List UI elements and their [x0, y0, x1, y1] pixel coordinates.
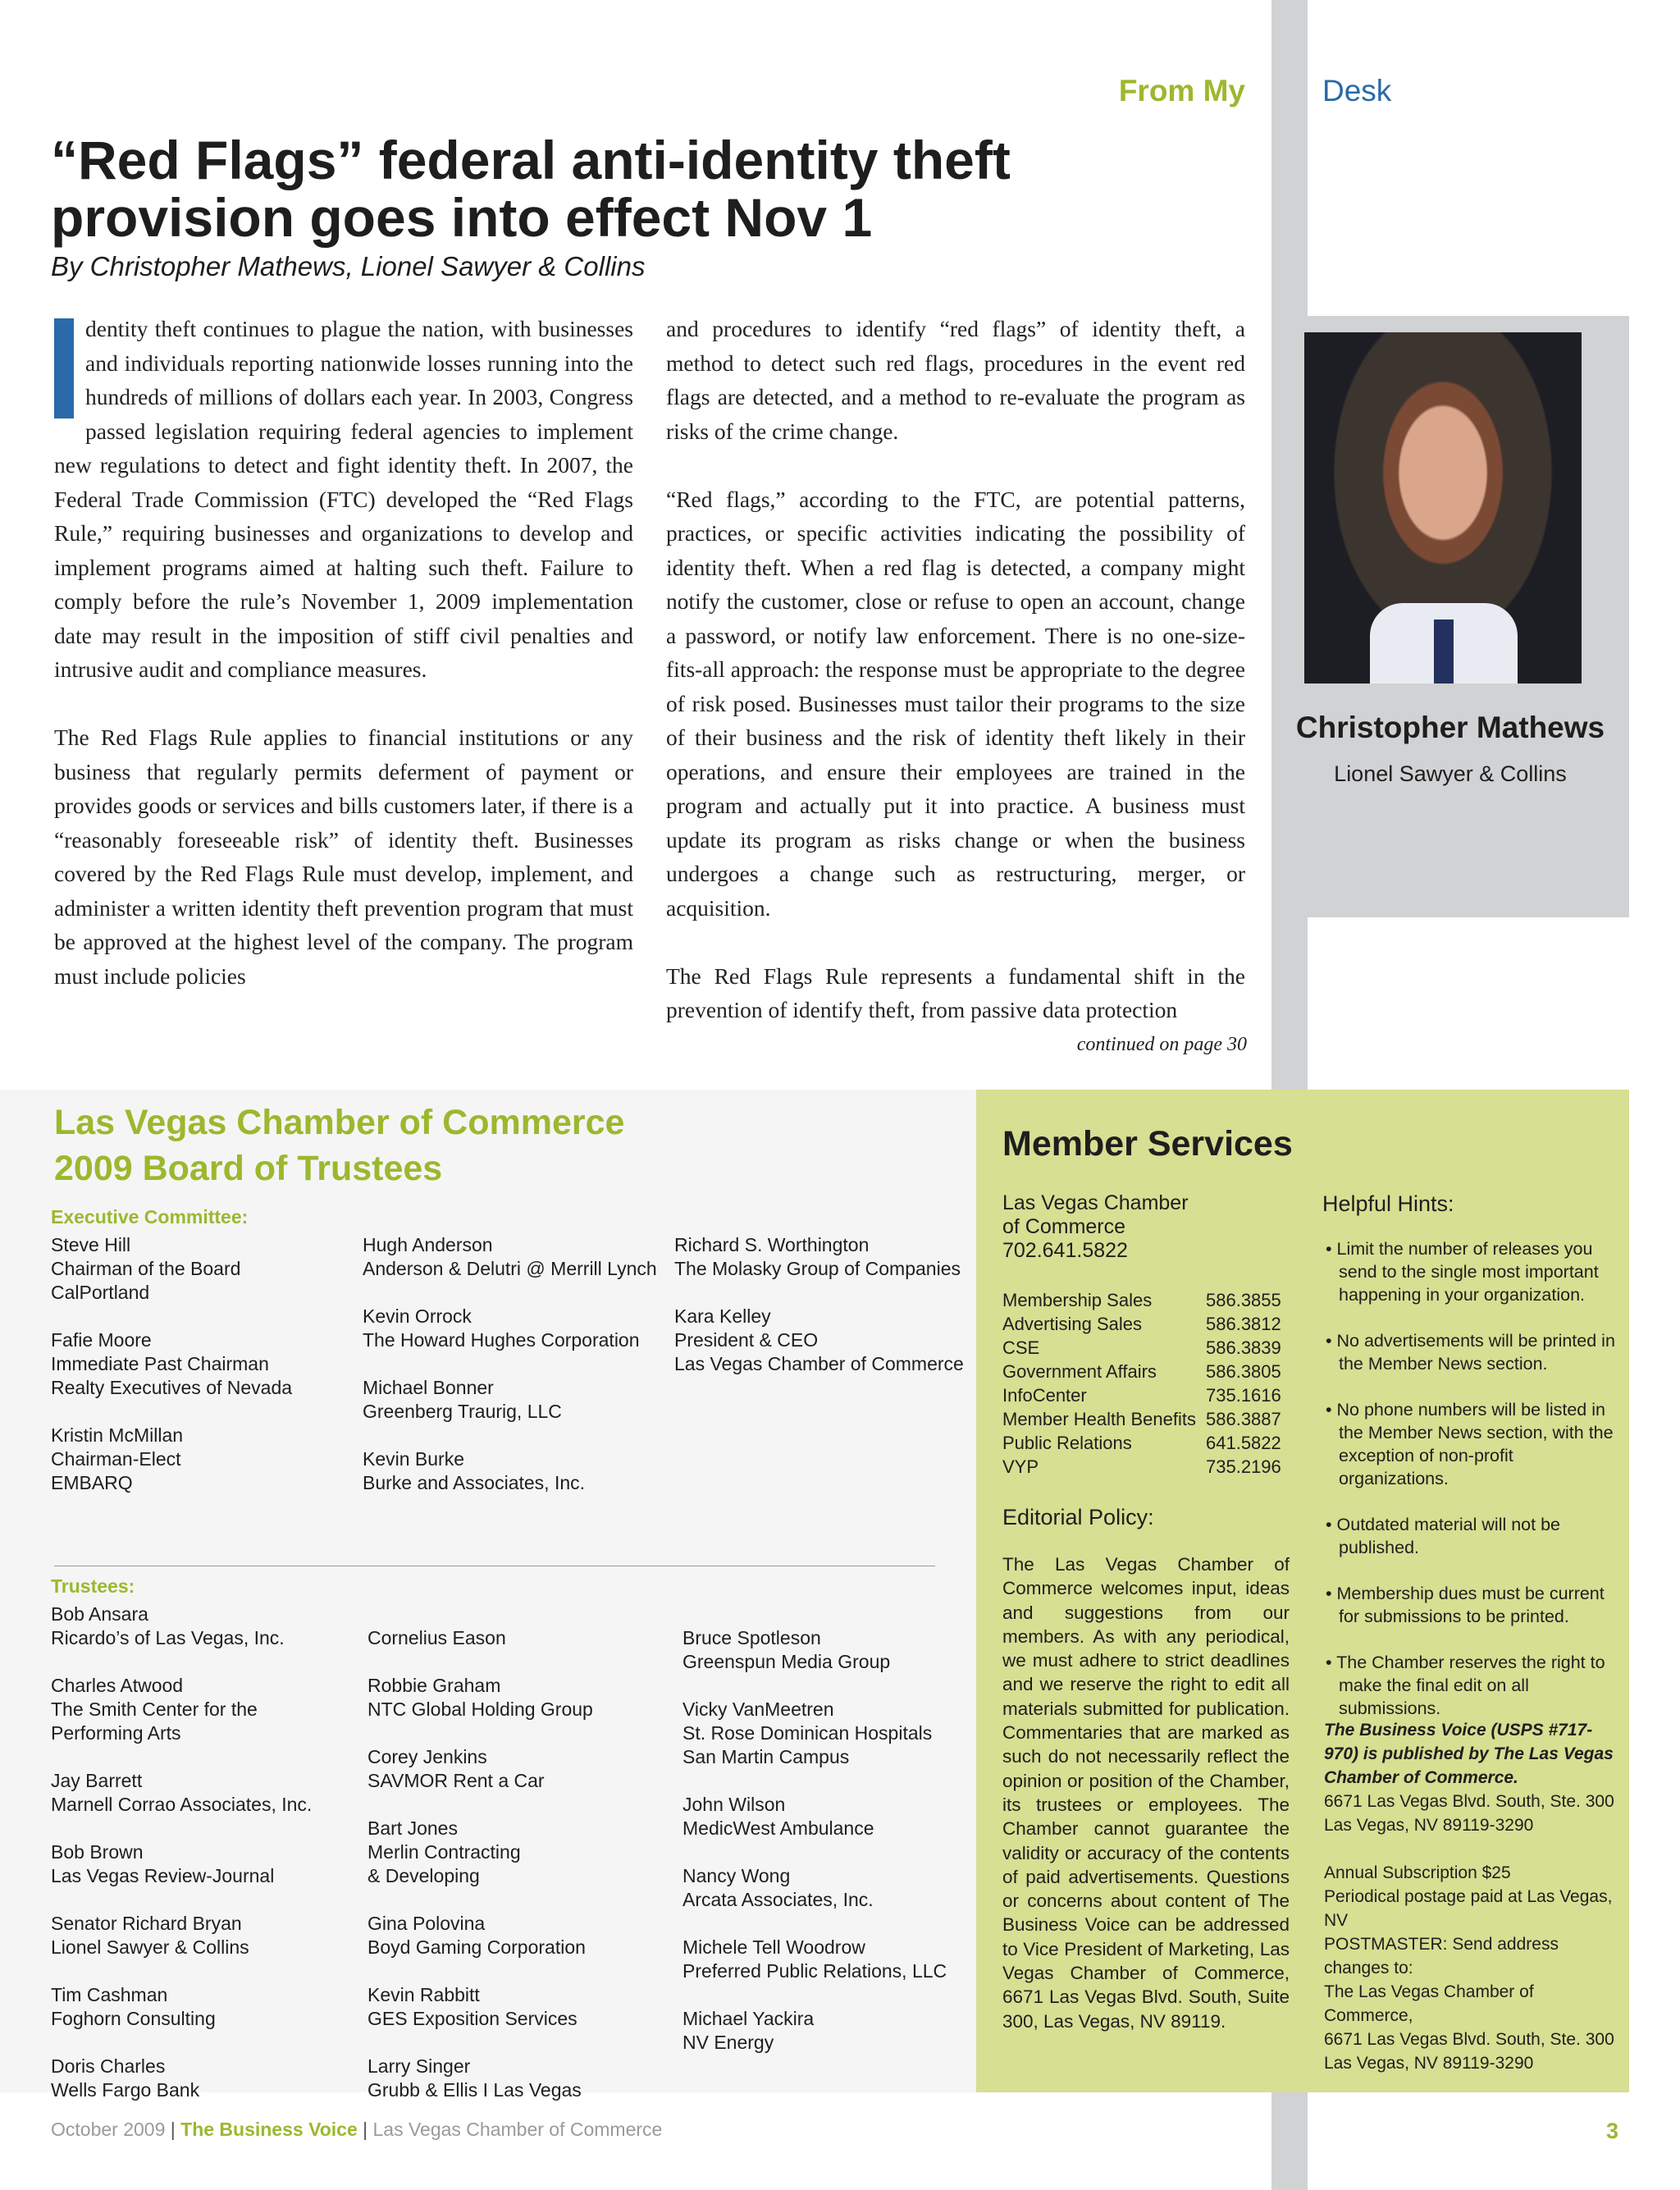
- trustee: [368, 1912, 679, 1959]
- bullet-icon: •: [1326, 1584, 1337, 1603]
- trustees-column: [51, 1602, 371, 2126]
- editorial-text: The Las Vegas Chamber of Commerce welcomes input, ideas and suggestions from our members. As with any periodical, we must adhere to strict deadlines and we reserve the right to edit all materials submitted for publication. Commentaries that are marked as such do not necessarily reflect the opinion or position of the Chamber, its trustees or employees. The Chamber cannot guarantee the validity or accuracy of the contents of paid advertisements. Questions or concerns about content of The Business Voice can be addressed to Vice President of Marketing, Las Vegas Chamber of Commerce, 6671 Las Vegas Blvd. South, Suite 300, Las Vegas, NV 89119.: [1002, 1554, 1290, 2032]
- trustee-name: Bob Brown: [51, 1841, 144, 1863]
- footer-publication: The Business Voice: [180, 2119, 358, 2140]
- contact-label: Membership Sales: [1002, 1290, 1153, 1310]
- contact-number: 586.3812: [1206, 1314, 1281, 1334]
- contact-row: [1002, 1336, 1314, 1360]
- contact-number: 735.1616: [1206, 1385, 1281, 1406]
- hints-heading: Helpful Hints:: [1322, 1191, 1454, 1216]
- exec-member-detail: EMBARQ: [51, 1472, 133, 1493]
- exec-member-detail: Chairman of the Board: [51, 1258, 241, 1279]
- trustee-detail: Performing Arts: [51, 1722, 181, 1744]
- trustee-detail: & Developing: [368, 1865, 480, 1886]
- postmaster-note: POSTMASTER: Send address changes to:: [1324, 1935, 1559, 1977]
- trustee: [368, 1626, 679, 1650]
- exec-member-detail: President & CEO: [674, 1329, 819, 1351]
- exec-member-name: Kara Kelley: [674, 1305, 771, 1327]
- subscription: Annual Subscription $25: [1324, 1863, 1511, 1882]
- contact-number: 735.2196: [1206, 1456, 1281, 1477]
- article-paragraph: dentity theft continues to plague the nation, with businesses and individuals reporting nationwide losses running into the hundreds of millions of dollars each year. In 2003, Congress passed legislation requiring federal agencies to implement new regulations to detect and fight identity theft. In 2007, the Federal Trade Commission (FTC) developed the “Red Flags Rule,” requiring businesses and organizations to develop and implement programs aimed at halting such theft. Failure to comply before the rule’s November 1, 2009 implementation date may result in the imposition of stiff civil penalties and intrusive audit and compliance measures.: [54, 316, 633, 682]
- exec-member-detail: Chairman-Elect: [51, 1448, 181, 1470]
- trustee-name: Vicky VanMeetren: [682, 1699, 834, 1720]
- author-firm: Lionel Sawyer & Collins: [1334, 761, 1567, 786]
- drop-cap: [54, 318, 74, 418]
- editorial-heading: Editorial Policy:: [1002, 1505, 1154, 1529]
- contact-label: Member Health Benefits: [1002, 1409, 1196, 1429]
- trustee: [682, 1793, 978, 1840]
- trustee: [51, 1674, 371, 1745]
- postmaster-address-1: 6671 Las Vegas Blvd. South, Ste. 300: [1324, 2030, 1614, 2049]
- hint-text: No advertisements will be printed in the Member News section.: [1336, 1331, 1615, 1374]
- trustee: [368, 2055, 679, 2102]
- hint-text: No phone numbers will be listed in the Member News section, with the exception of non-profit organizations.: [1336, 1400, 1614, 1488]
- section-label-desk: Desk: [1322, 74, 1392, 107]
- contact-number: 586.3839: [1206, 1337, 1281, 1358]
- trustee: [368, 1745, 679, 1793]
- pub-statement: The Business Voice (USPS #717-970) is published by The Las Vegas Chamber of Commerce.: [1324, 1721, 1614, 1787]
- trustee-detail: Merlin Contracting: [368, 1841, 521, 1863]
- exec-member-detail: The Molasky Group of Companies: [674, 1258, 961, 1279]
- trustee-name: Larry Singer: [368, 2055, 471, 2077]
- pub-address-2: Las Vegas, NV 89119-3290: [1324, 1816, 1534, 1835]
- trustee-detail: Arcata Associates, Inc.: [682, 1889, 874, 1910]
- trustee-name: Tim Cashman: [51, 1984, 168, 2005]
- trustee-name: John Wilson: [682, 1794, 786, 1815]
- trustee-detail: SAVMOR Rent a Car: [368, 1770, 545, 1791]
- exec-member-detail: Greenberg Traurig, LLC: [363, 1401, 562, 1422]
- exec-member-name: Hugh Anderson: [363, 1234, 493, 1255]
- trustee-detail: Foghorn Consulting: [51, 2008, 216, 2029]
- hints-list: [1322, 1237, 1618, 1743]
- exec-member-name: Kevin Burke: [363, 1448, 465, 1470]
- trustee: [682, 1864, 978, 1912]
- exec-heading: Executive Committee:: [51, 1206, 249, 1228]
- trustee: [51, 2055, 371, 2102]
- exec-member-name: Fafie Moore: [51, 1329, 152, 1351]
- trustee-name: Bob Ansara: [51, 1603, 148, 1625]
- exec-member-detail: Las Vegas Chamber of Commerce: [674, 1353, 964, 1374]
- trustee: [682, 1698, 978, 1769]
- article-column-left: [54, 312, 633, 1027]
- postmaster-address-2: Las Vegas, NV 89119-3290: [1324, 2054, 1534, 2073]
- article-headline: “Red Flags” federal anti-identity theft provision goes into effect Nov 1: [51, 130, 1011, 248]
- trustee-name: Jay Barrett: [51, 1770, 143, 1791]
- trustee-name: Kevin Rabbitt: [368, 1984, 480, 2005]
- bullet-icon: •: [1326, 1400, 1337, 1420]
- trustee-name: Gina Polovina: [368, 1913, 486, 1934]
- trustee: [51, 1912, 371, 1959]
- trustee-detail: Preferred Public Relations, LLC: [682, 1960, 947, 1982]
- trustee-detail: Wells Fargo Bank: [51, 2079, 200, 2101]
- trustee: [682, 1626, 978, 1674]
- trustees-column: [368, 1626, 679, 2126]
- contact-row: [1002, 1288, 1314, 1312]
- exec-member: [363, 1305, 674, 1352]
- exec-member: [674, 1233, 986, 1281]
- article-paragraph: The Red Flags Rule applies to financial institutions or any business that regularly permits deferment of payment or provides goods or services and bills customers later, if there is a “reasonably foreseeable risk” of identity theft. Businesses covered by the Red Flags Rule must develop, implement, and administer a written identity theft prevention program that must be approved at the highest level of the company. The program must include policies: [54, 725, 633, 989]
- exec-member-detail: Realty Executives of Nevada: [51, 1377, 293, 1398]
- trustee-name: Charles Atwood: [51, 1675, 184, 1696]
- pub-address-1: 6671 Las Vegas Blvd. South, Ste. 300: [1324, 1792, 1614, 1811]
- hint-item: [1322, 1513, 1618, 1559]
- trustee: [368, 1983, 679, 2031]
- trustee-detail: MedicWest Ambulance: [682, 1817, 874, 1839]
- bullet-icon: •: [1326, 1331, 1337, 1351]
- trustee-detail: The Smith Center for the: [51, 1699, 258, 1720]
- exec-member: [363, 1376, 674, 1424]
- contact-row: [1002, 1360, 1314, 1383]
- contact-label: VYP: [1002, 1456, 1039, 1477]
- chamber-name-line2: of Commerce: [1002, 1215, 1126, 1238]
- article-byline: By Christopher Mathews, Lionel Sawyer & Collins: [51, 251, 646, 281]
- exec-member: [51, 1233, 379, 1305]
- contact-label: Government Affairs: [1002, 1361, 1157, 1382]
- footer-date: October 2009: [51, 2119, 166, 2140]
- board-title-line1: Las Vegas Chamber of Commerce: [54, 1103, 625, 1142]
- trustee-name: Senator Richard Bryan: [51, 1913, 242, 1934]
- exec-member-name: Michael Bonner: [363, 1377, 494, 1398]
- article-paragraph: and procedures to identify “red flags” of identity theft, a method to detect such red flags, procedures in the event red flags are detected, and a method to re-evaluate the program as risks of the crime change.: [666, 316, 1245, 444]
- trustee-detail: Lionel Sawyer & Collins: [51, 1936, 249, 1958]
- contacts-list: [1002, 1288, 1314, 1479]
- trustee-name: Bart Jones: [368, 1817, 458, 1839]
- trustee-name: Michele Tell Woodrow: [682, 1936, 865, 1958]
- trustee-name: Robbie Graham: [368, 1675, 501, 1696]
- exec-member: [363, 1447, 674, 1495]
- page-number: 3: [1606, 2119, 1619, 2143]
- contact-number: 586.3887: [1206, 1409, 1281, 1429]
- continued-link[interactable]: continued on page 30: [1076, 1034, 1247, 1055]
- trustee: [368, 1674, 679, 1721]
- bullet-icon: •: [1326, 1239, 1337, 1259]
- exec-member-detail: Immediate Past Chairman: [51, 1353, 269, 1374]
- trustees-column: [682, 1626, 978, 2078]
- trustee-detail: NTC Global Holding Group: [368, 1699, 593, 1720]
- hint-text: Limit the number of releases you send to the single most important happening in your organization.: [1336, 1239, 1599, 1305]
- contact-row: [1002, 1383, 1314, 1407]
- exec-member-name: Kristin McMillan: [51, 1424, 184, 1446]
- contact-number: 586.3805: [1206, 1361, 1281, 1382]
- hint-item: [1322, 1329, 1618, 1375]
- trustee-detail: GES Exposition Services: [368, 2008, 578, 2029]
- exec-member: [363, 1233, 674, 1281]
- trustee: [51, 1840, 371, 1888]
- bullet-icon: •: [1326, 1653, 1337, 1672]
- contact-label: Advertising Sales: [1002, 1314, 1142, 1334]
- trustee: [682, 1936, 978, 1983]
- trustee-detail: Grubb & Ellis I Las Vegas: [368, 2079, 582, 2101]
- board-title-line2: 2009 Board of Trustees: [54, 1149, 443, 1188]
- hint-item: [1322, 1398, 1618, 1490]
- exec-member: [51, 1328, 379, 1400]
- postage-note: Periodical postage paid at Las Vegas, NV: [1324, 1887, 1613, 1930]
- hint-item: [1322, 1582, 1618, 1628]
- article-paragraph: “Red flags,” according to the FTC, are potential patterns, practices, or specific activities indicating the possibility of identity theft. When a red flag is detected, a company might notify the customer, close or refuse to open an account, change a password, or notify law enforcement. There is no one-size-fits-all approach: the response must be appropriate to the degree of risk posed. Businesses must tailor their programs to the size of their business and the risk of identity theft likely in their operations, and ensure their employees are trained in the program and actually put it into practice. A business must update its program as risks change or when the business undergoes a change such as restructuring, merger, or acquisition.: [666, 486, 1245, 921]
- trustee: [51, 1602, 371, 1650]
- section-label-from: From My: [1118, 74, 1245, 107]
- trustee: [51, 1769, 371, 1817]
- hint-item: [1322, 1651, 1618, 1720]
- member-services-title: Member Services: [1002, 1124, 1293, 1164]
- footer-org: Las Vegas Chamber of Commerce: [372, 2119, 663, 2140]
- contact-row: [1002, 1312, 1314, 1336]
- exec-member: [674, 1305, 986, 1376]
- exec-column: [674, 1233, 986, 1400]
- author-photo: [1304, 332, 1582, 684]
- contact-row: [1002, 1407, 1314, 1431]
- contact-row: [1002, 1455, 1314, 1479]
- article-column-right: [666, 312, 1245, 1061]
- trustee-detail: Ricardo’s of Las Vegas, Inc.: [51, 1627, 285, 1648]
- author-name: Christopher Mathews: [1295, 711, 1605, 744]
- trustee-detail: St. Rose Dominican Hospitals: [682, 1722, 933, 1744]
- trustee-name: Bruce Spotleson: [682, 1627, 821, 1648]
- trustee-name: Doris Charles: [51, 2055, 166, 2077]
- exec-member-name: Richard S. Worthington: [674, 1234, 870, 1255]
- exec-member-detail: Anderson & Delutri @ Merrill Lynch: [363, 1258, 657, 1279]
- trustee-name: Cornelius Eason: [368, 1627, 506, 1648]
- hint-text: The Chamber reserves the right to make the final edit on all submissions.: [1336, 1653, 1605, 1718]
- trustee-name: Michael Yackira: [682, 2008, 815, 2029]
- trustee-name: Nancy Wong: [682, 1865, 791, 1886]
- contact-row: [1002, 1431, 1314, 1455]
- publication-info: [1324, 1718, 1619, 2075]
- exec-member-name: Steve Hill: [51, 1234, 131, 1255]
- hint-text: Membership dues must be current for submissions to be printed.: [1336, 1584, 1605, 1626]
- trustee: [682, 2007, 978, 2055]
- trustee-detail: Greenspun Media Group: [682, 1651, 891, 1672]
- page-footer: October 2009 | The Business Voice | Las Vegas Chamber of Commerce: [51, 2119, 663, 2140]
- photo-tie: [1434, 620, 1454, 684]
- bullet-icon: •: [1326, 1515, 1337, 1534]
- exec-member: [51, 1424, 379, 1495]
- contact-label: InfoCenter: [1002, 1385, 1087, 1406]
- hint-text: Outdated material will not be published.: [1336, 1515, 1560, 1557]
- chamber-phone: 702.641.5822: [1002, 1239, 1128, 1262]
- trustee-detail: NV Energy: [682, 2032, 774, 2053]
- contact-number: 586.3855: [1206, 1290, 1281, 1310]
- exec-member-detail: The Howard Hughes Corporation: [363, 1329, 640, 1351]
- trustee-detail: Boyd Gaming Corporation: [368, 1936, 586, 1958]
- trustee-name: Corey Jenkins: [368, 1746, 487, 1767]
- trustee: [51, 1983, 371, 2031]
- board-title: [54, 1100, 624, 1191]
- exec-column: [363, 1233, 674, 1519]
- contact-label: CSE: [1002, 1337, 1040, 1358]
- trustees-heading: Trustees:: [51, 1575, 135, 1597]
- contact-number: 641.5822: [1206, 1433, 1281, 1453]
- exec-member-detail: CalPortland: [51, 1282, 150, 1303]
- trustee-detail: Marnell Corrao Associates, Inc.: [51, 1794, 313, 1815]
- contact-label: Public Relations: [1002, 1433, 1132, 1453]
- article-paragraph: The Red Flags Rule represents a fundamental shift in the prevention of identify theft, from passive data protection: [666, 962, 1245, 1022]
- exec-member-name: Kevin Orrock: [363, 1305, 472, 1327]
- chamber-contact: [1002, 1191, 1189, 1263]
- chamber-name-line1: Las Vegas Chamber: [1002, 1191, 1189, 1214]
- trustee-detail: San Martin Campus: [682, 1746, 850, 1767]
- trustee: [368, 1817, 679, 1888]
- exec-column: [51, 1233, 379, 1519]
- trustee-detail: Las Vegas Review-Journal: [51, 1865, 275, 1886]
- exec-member-detail: Burke and Associates, Inc.: [363, 1472, 586, 1493]
- hint-item: [1322, 1237, 1618, 1306]
- postmaster-to: The Las Vegas Chamber of Commerce,: [1324, 1982, 1534, 2025]
